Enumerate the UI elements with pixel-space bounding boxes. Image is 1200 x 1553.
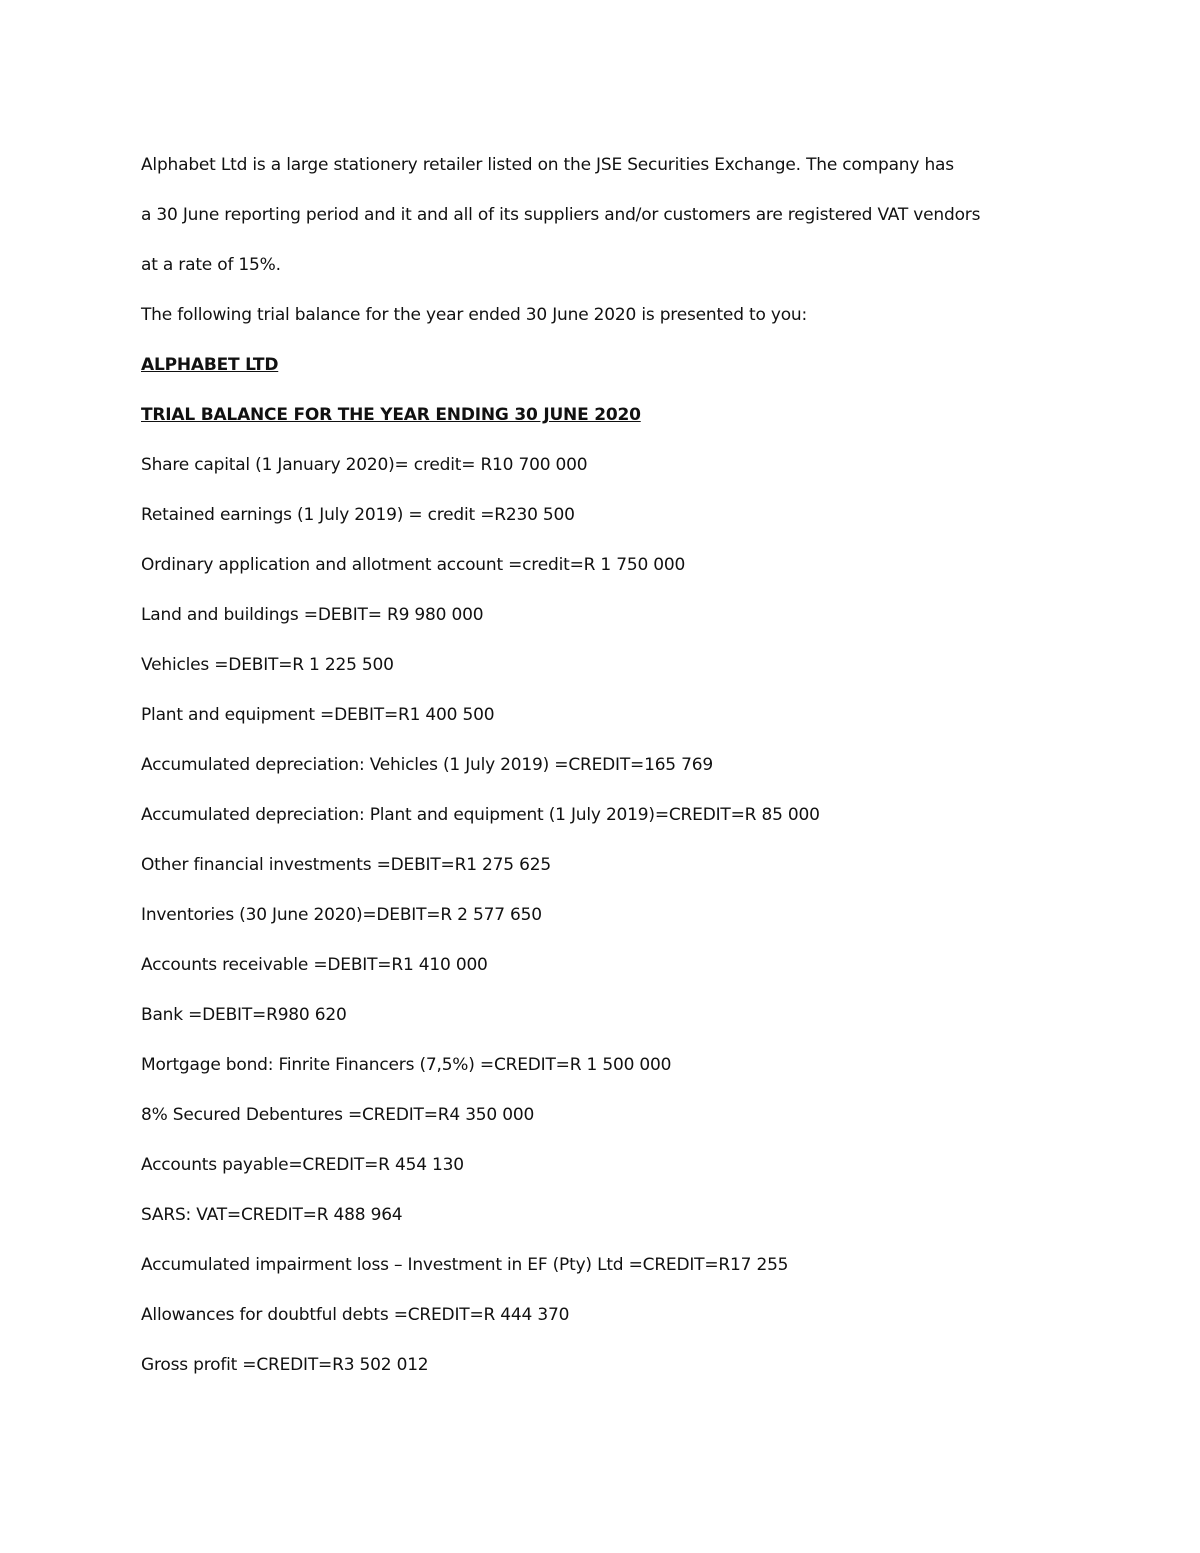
intro-line-3: at a rate of 15%. [141, 255, 281, 275]
list-item: 8% Secured Debentures =CREDIT=R4 350 000 [141, 1105, 535, 1125]
trial-balance-list [141, 440, 1101, 1390]
list-item: Share capital (1 January 2020)= credit= R10 700 000 [141, 455, 588, 475]
list-item: Accumulated impairment loss – Investment in EF (Pty) Ltd =CREDIT=R17 255 [141, 1255, 789, 1275]
list-item: Allowances for doubtful debts =CREDIT=R 444 370 [141, 1305, 570, 1325]
list-item: Ordinary application and allotment account =credit=R 1 750 000 [141, 555, 686, 575]
intro-line-2: a 30 June reporting period and it and all of its suppliers and/or customers are registered VAT vendors [141, 205, 981, 225]
list-item: Accounts payable=CREDIT=R 454 130 [141, 1155, 464, 1175]
intro-line-4: The following trial balance for the year ended 30 June 2020 is presented to you: [141, 305, 808, 325]
list-item: Accounts receivable =DEBIT=R1 410 000 [141, 955, 488, 975]
list-item: Inventories (30 June 2020)=DEBIT=R 2 577 650 [141, 905, 542, 925]
list-item: Mortgage bond: Finrite Financers (7,5%) =CREDIT=R 1 500 000 [141, 1055, 672, 1075]
list-item: Other financial investments =DEBIT=R1 275 625 [141, 855, 551, 875]
list-item: Bank =DEBIT=R980 620 [141, 1005, 347, 1025]
document-body [141, 140, 1101, 1390]
intro-line-1: Alphabet Ltd is a large stationery retailer listed on the JSE Securities Exchange. The company has [141, 155, 954, 175]
list-item: Gross profit =CREDIT=R3 502 012 [141, 1355, 429, 1375]
list-item: Retained earnings (1 July 2019) = credit =R230 500 [141, 505, 575, 525]
list-item: Vehicles =DEBIT=R 1 225 500 [141, 655, 394, 675]
list-item: Accumulated depreciation: Vehicles (1 July 2019) =CREDIT=165 769 [141, 755, 713, 775]
list-item: Land and buildings =DEBIT= R9 980 000 [141, 605, 484, 625]
company-heading: ALPHABET LTD [141, 355, 279, 375]
trial-balance-heading: TRIAL BALANCE FOR THE YEAR ENDING 30 JUNE 2020 [141, 405, 641, 425]
list-item: Plant and equipment =DEBIT=R1 400 500 [141, 705, 495, 725]
list-item: SARS: VAT=CREDIT=R 488 964 [141, 1205, 403, 1225]
list-item: Accumulated depreciation: Plant and equipment (1 July 2019)=CREDIT=R 85 000 [141, 805, 820, 825]
